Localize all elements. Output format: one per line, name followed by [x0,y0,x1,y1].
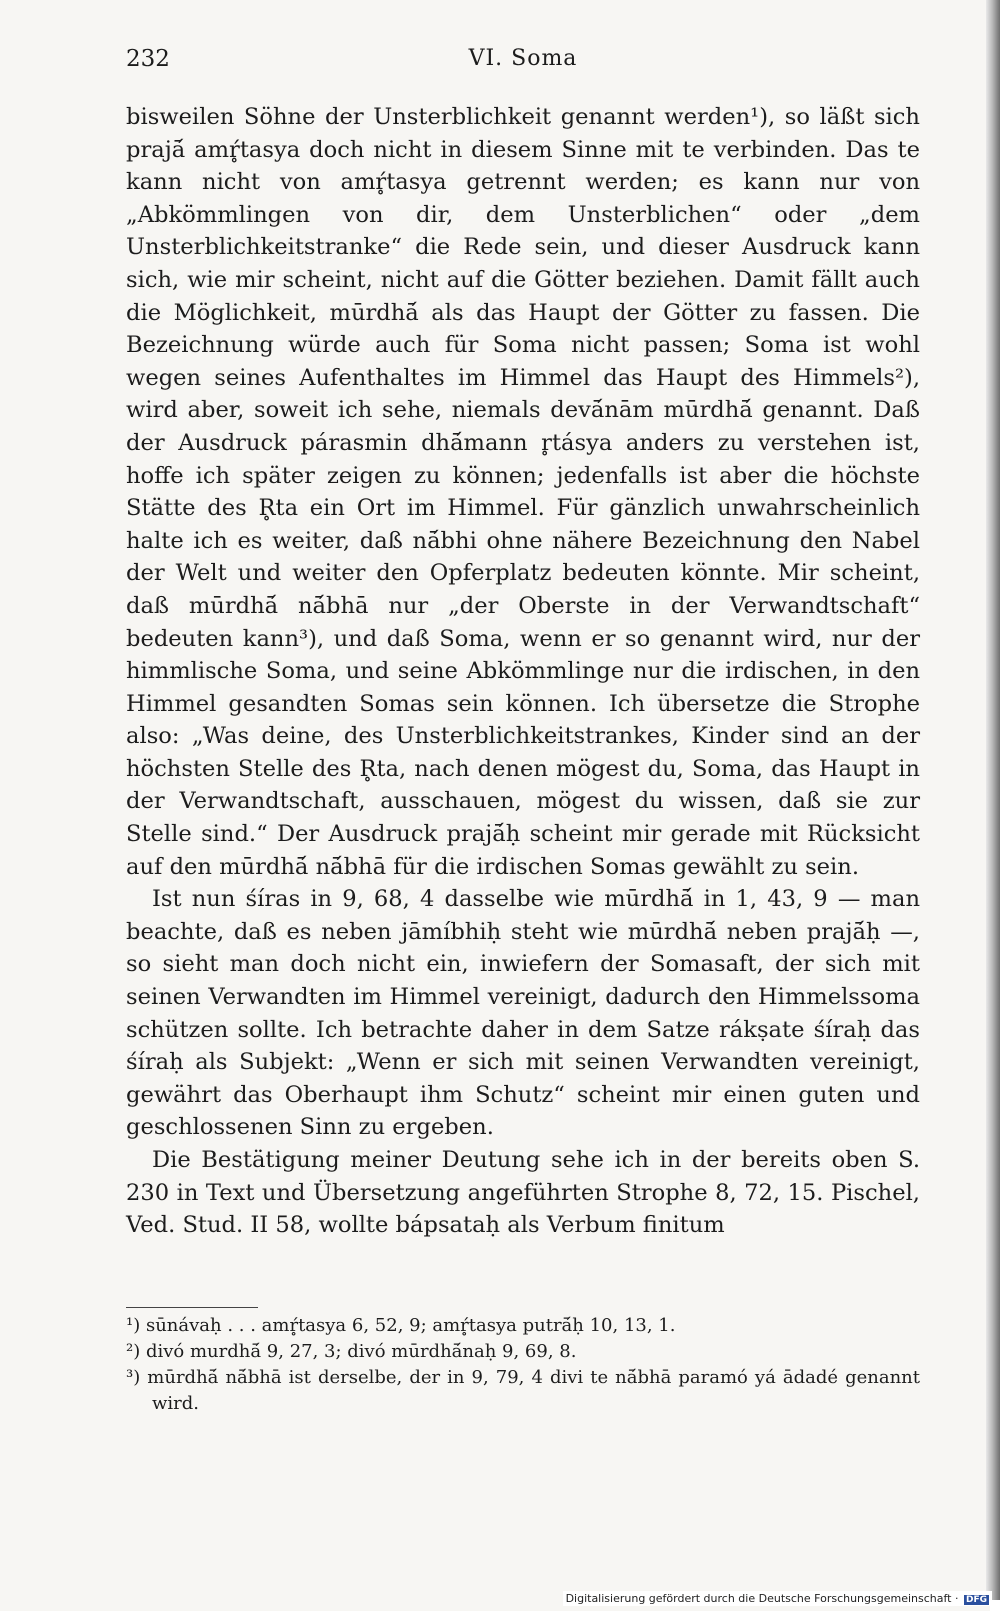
page-edge-shadow [986,0,1000,1600]
paragraph-2: Ist nun śíras in 9, 68, 4 dasselbe wie mūrdhā́ in 1, 43, 9 — man beachte, daß es neben jāmíbhiḥ steht wie mūrdhā́ neben prajā́ḥ —, so sieht man doch nicht ein, inwiefern der Somasaft, der sich mit seinen Verwandten im Himmel vereinigt, dadurch den Himmelssoma schützen sollte. Ich betrachte daher in dem Satze rákṣate śíraḥ das śíraḥ als Subjekt: „Wenn er sich mit seinen Verwandten vereinigt, gewährt das Oberhaupt ihm Schutz“ scheint mir einen guten und geschlossenen Sinn zu ergeben. [126,886,920,1141]
footnote-separator [126,1307,258,1308]
footnote-1: ¹) sūnávaḥ . . . amŕ̥tasya 6, 52, 9; amŕ̥tasya putrā́ḥ 10, 13, 1. [126,1315,676,1336]
page-number: 232 [126,46,170,72]
footnotes [126,1313,920,1417]
main-text [126,101,920,1242]
footnote-2: ²) divó murdhā́ 9, 27, 3; divó mūrdhā́naḥ 9, 69, 8. [126,1341,577,1362]
dfg-logo: DFG [965,1595,987,1605]
credit-text: Digitalisierung gefördert durch die Deutsche Forschungsgemeinschaft · [565,1592,959,1605]
digitization-credit [563,1591,992,1606]
page-header [126,46,920,76]
running-head: VI. Soma [468,46,578,71]
paragraph-1: bisweilen Söhne der Unsterblichkeit genannt werden¹), so läßt sich prajā́ amŕ̥tasya doch nicht in diesem Sinne mit te verbinden. Das te kann nicht von amŕ̥tasya getrennt werden; es kann nur von „Abkömmlingen von dir, dem Unsterblichen“ oder „dem Unsterblichkeitstranke“ die Rede sein, und dieser Ausdruck kann sich, wie mir scheint, nicht auf die Götter beziehen. Damit fällt auch die Möglichkeit, mūrdhā́ als das Haupt der Götter zu fassen. Die Bezeichnung würde auch für Soma nicht passen; Soma ist wohl wegen seines Aufenthaltes im Himmel das Haupt des Himmels²), wird aber, soweit ich sehe, niemals devā́nām mūrdhā́ genannt. Daß der Ausdruck párasmin dhā́mann r̥tásya anders zu verstehen ist, hoffe ich später zeigen zu können; jedenfalls ist aber die höchste Stätte des R̥ta ein Ort im Himmel. Für gänzlich unwahrscheinlich halte ich es weiter, daß nā́bhi ohne nähere Bezeichnung den Nabel der Welt und weiter den Opferplatz bedeuten könnte. Mir scheint, daß mūrdhā́ nā́bhā nur „der Oberste in der Verwandtschaft“ bedeuten kann³), und daß Soma, wenn er so genannt wird, nur der himmlische Soma, und seine Abkömmlinge nur die irdischen, in den Himmel gesandten Somas sein können. Ich übersetze die Strophe also: „Was deine, des Unsterblichkeitstrankes, Kinder sind an der höchsten Stelle des R̥ta, nach denen mögest du, Soma, das Haupt in der Verwandtschaft, ausschauen, mögest du wissen, daß sie zur Stelle sind.“ Der Ausdruck prajā́ḥ scheint mir gerade mit Rücksicht auf den mūrdhā́ nā́bhā für die irdischen Somas gewählt zu sein. [126,104,920,880]
paragraph-3: Die Bestätigung meiner Deutung sehe ich in der bereits oben S. 230 in Text und Übersetzung angeführten Strophe 8, 72, 15. Pischel, Ved. Stud. II 58, wollte bápsataḥ als Verbum finitum [126,1147,920,1239]
footnote-3: ³) mūrdhā́ nā́bhā ist derselbe, der in 9, 79, 4 divi te nā́bhā paramó yá ādadé genannt wird. [126,1367,920,1414]
